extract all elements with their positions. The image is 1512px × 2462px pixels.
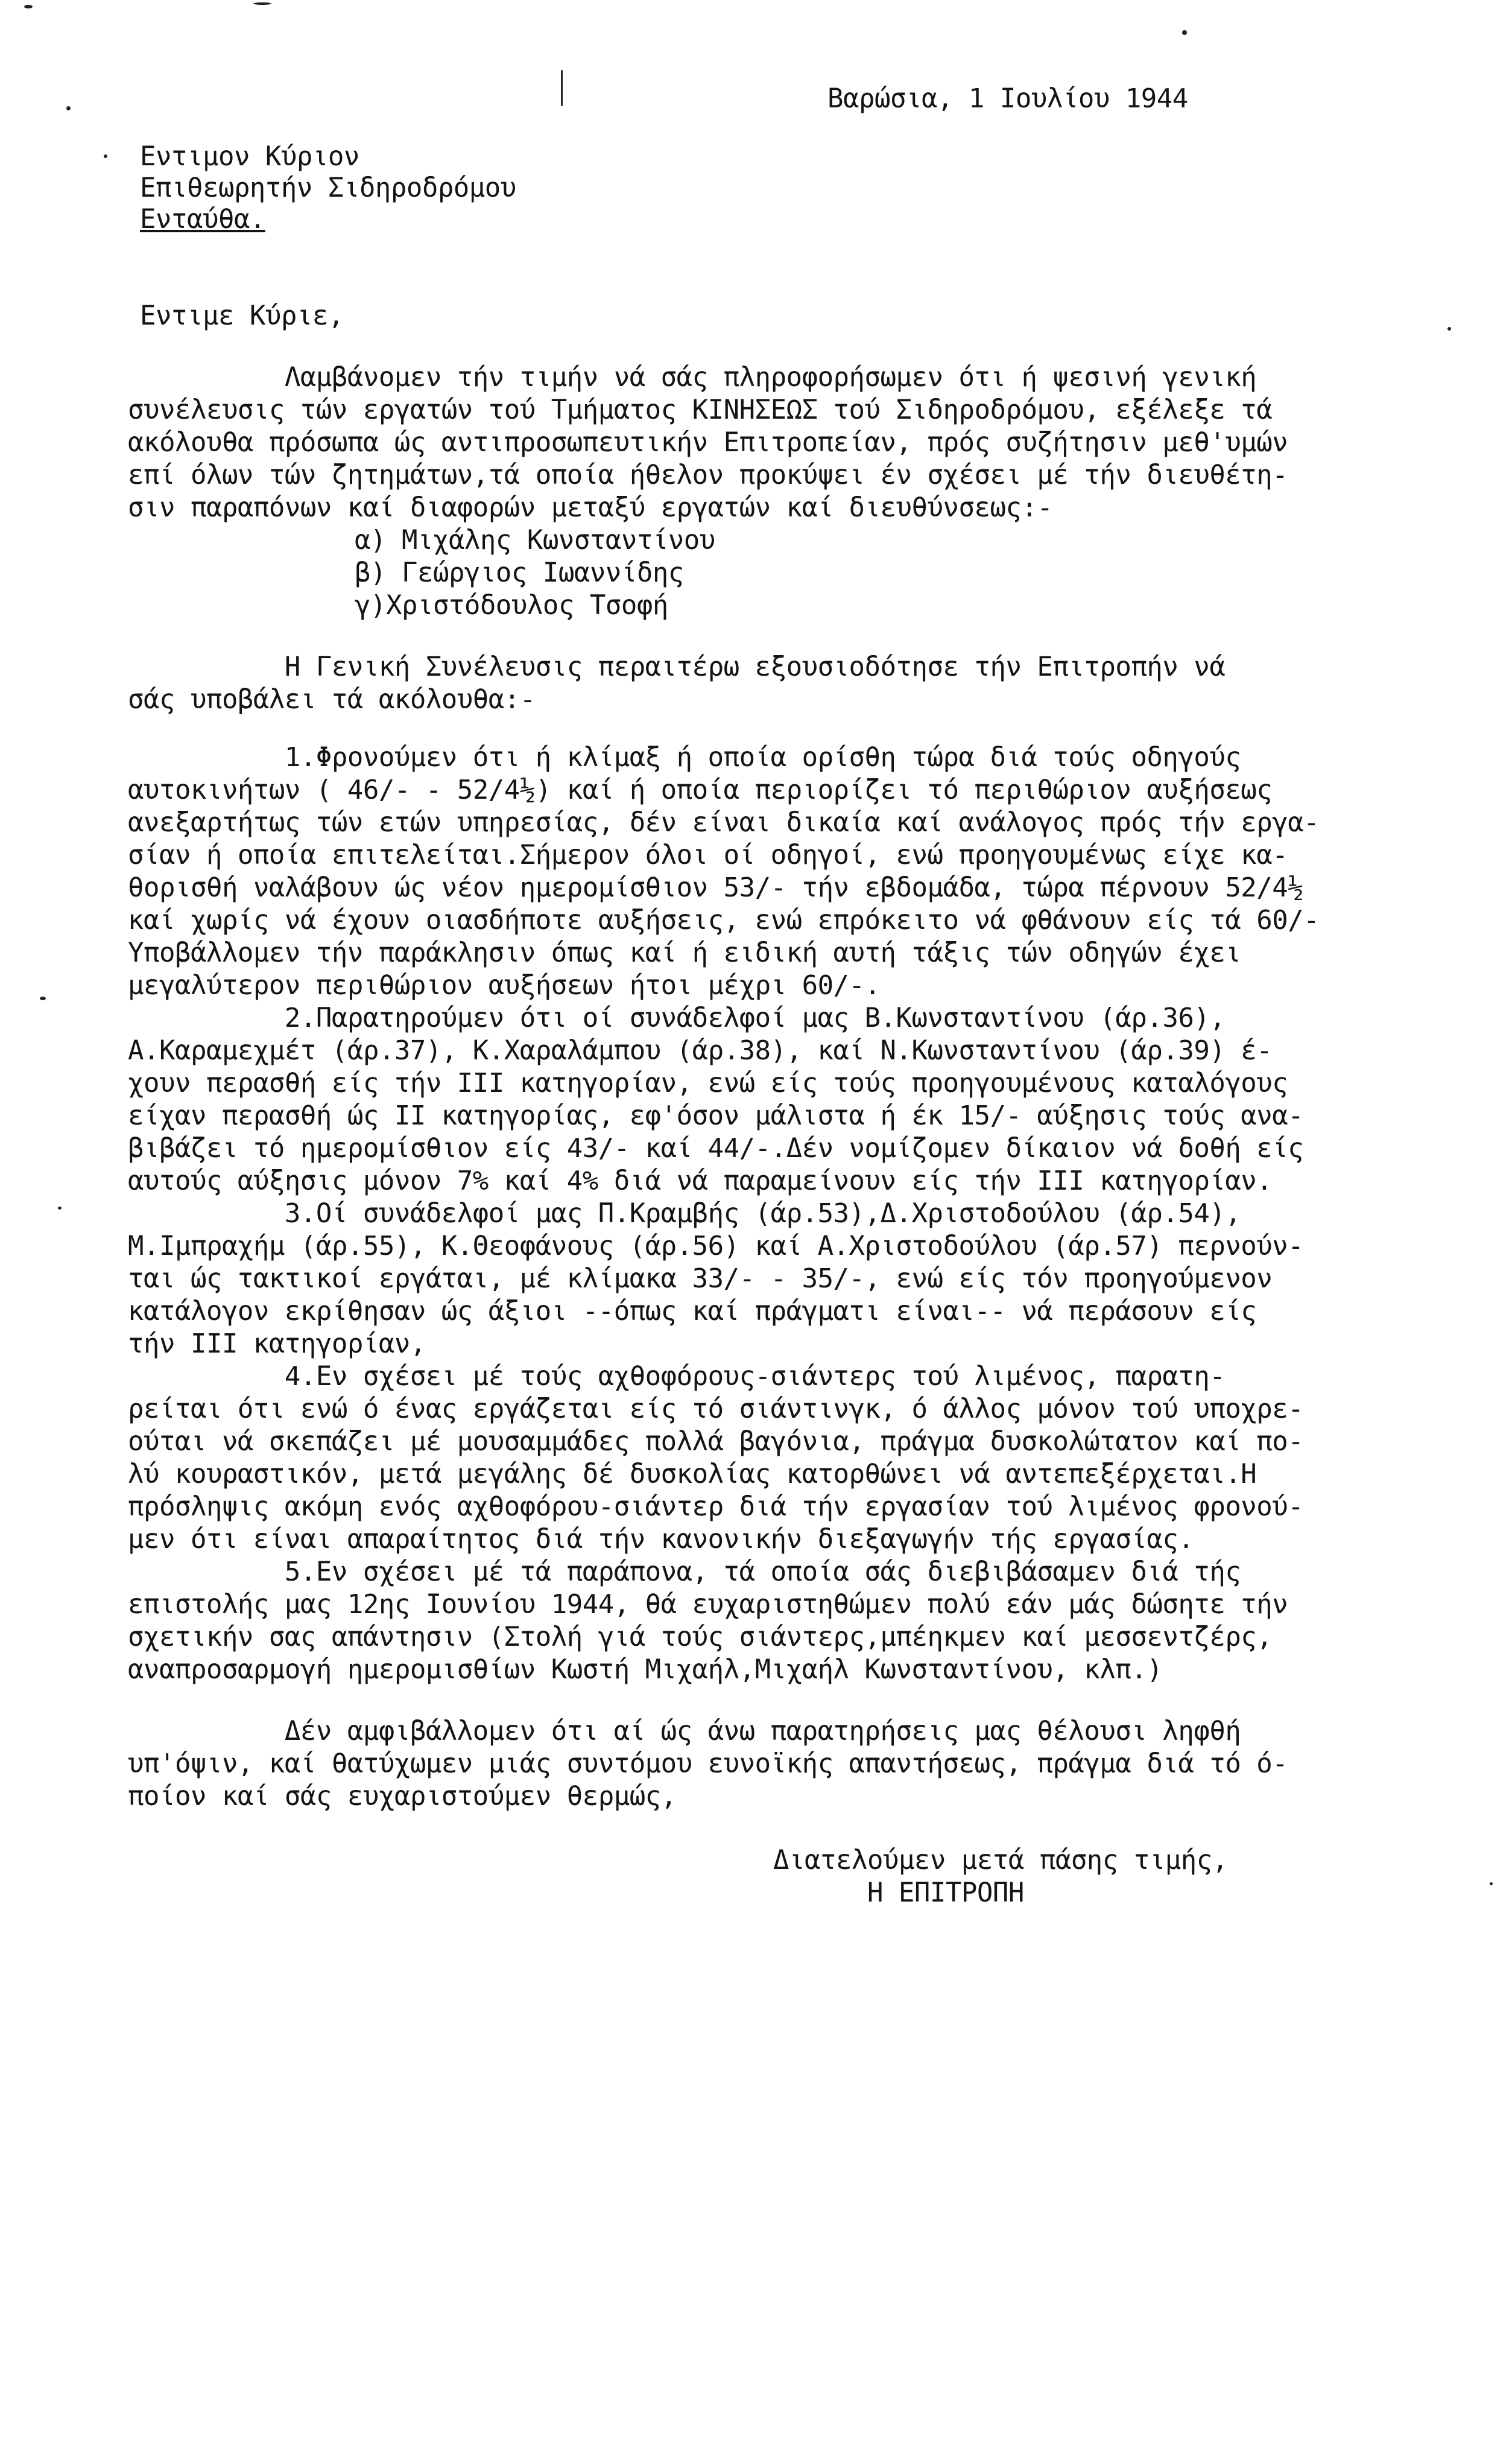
- body-line: 2.Παρατηρούμεν ότι οί συνάδελφοί μας Β.Κωνσταντίνου (άρ.36),: [128, 1003, 1226, 1033]
- body-line: πρόσληψις ακόμη ενός αχθοφόρου-σιάντερ διά τήν εργασίαν τού λιμένος φρονού-: [128, 1491, 1304, 1522]
- address-line: Ενταύθα.: [140, 204, 265, 235]
- body-line: σίαν ή οποία επιτελείται.Σήμερον όλοι οί οδηγοί, ενώ προηγουμένως είχε κα-: [128, 840, 1288, 871]
- body-line: λύ κουραστικόν, μετά μεγάλης δέ δυσκολίας κατορθώνει νά αντεπεξέρχεται.Η: [128, 1459, 1257, 1490]
- body-line: ρείται ότι ενώ ό ένας εργάζεται είς τό σιάντινγκ, ό άλλος μόνον τού υποχρε-: [128, 1394, 1304, 1424]
- member-item: γ)Χριστόδουλος Τσοφή: [355, 590, 668, 621]
- body-line: Δέν αμφιβάλλομεν ότι αί ώς άνω παρατηρήσεις μας θέλουσι ληφθή: [128, 1716, 1241, 1747]
- scan-speck: [40, 997, 46, 1000]
- scan-speck: [24, 5, 33, 8]
- body-line: χουν περασθή είς τήν III κατηγορίαν, ενώ είς τούς προηγουμένους καταλόγους: [128, 1068, 1288, 1099]
- body-line: ούται νά σκεπάζει μέ μουσαμμάδες πολλά βαγόνια, πράγμα δυσκολώτατον καί πο-: [128, 1426, 1304, 1457]
- letter-date: Βαρώσια, 1 Ιουλίου 1944: [827, 83, 1188, 114]
- body-line: σχετικήν σας απάντησιν (Στολή γιά τούς σιάντερς,μπέηκμεν καί μεσσεντζέρς,: [128, 1622, 1273, 1652]
- body-line: κατάλογον εκρίθησαν ώς άξιοι --όπως καί πράγματι είναι-- νά περάσουν είς: [128, 1296, 1257, 1327]
- body-line: είχαν περασθή ώς II κατηγορίας, εφ'όσον μάλιστα ή έκ 15/- αύξησις τούς ανα-: [128, 1100, 1304, 1131]
- body-line: μεν ότι είναι απαραίτητος διά τήν κανονικήν διεξαγωγήν τής εργασίας.: [128, 1524, 1194, 1555]
- body-line: Υποβάλλομεν τήν παράκλησιν όπως καί ή ειδική αυτή τάξις τών οδηγών έχει: [128, 938, 1241, 968]
- body-line: ται ώς τακτικοί εργάται, μέ κλίμακα 33/- - 35/-, ενώ είς τόν προηγούμενον: [128, 1263, 1273, 1294]
- signature: Η ΕΠΙΤΡΟΠΗ: [773, 1877, 1024, 1908]
- body-line: Η Γενική Συνέλευσις περαιτέρω εξουσιοδότησε τήν Επιτροπήν νά: [128, 652, 1226, 682]
- scan-speck: [104, 154, 107, 158]
- body-line: 5.Εν σχέσει μέ τά παράπονα, τά οποία σάς διεβιβάσαμεν διά τής: [128, 1556, 1241, 1587]
- body-line: αναπροσαρμογή ημερομισθίων Κωστή Μιχαήλ,Μιχαήλ Κωνσταντίνου, κλπ.): [128, 1654, 1163, 1685]
- scan-speck: [561, 70, 563, 106]
- body-line: αυτοκινήτων ( 46/- - 52/4½) καί ή οποία περιορίζει τό περιθώριον αυξήσεως: [128, 775, 1273, 805]
- scan-speck: [66, 106, 71, 110]
- body-line: ακόλουθα πρόσωπα ώς αντιπροσωπευτικήν Επιτροπείαν, πρός συζήτησιν μεθ'υμών: [128, 427, 1288, 458]
- address-line: Επιθεωρητήν Σιδηροδρόμου: [140, 173, 516, 203]
- body-line: επί όλων τών ζητημάτων,τά οποία ήθελον προκύψει έν σχέσει μέ τήν διευθέτη-: [128, 460, 1288, 490]
- body-line: σάς υποβάλει τά ακόλουθα:-: [128, 684, 536, 715]
- body-line: Α.Καραμεχμέτ (άρ.37), Κ.Χαραλάμπου (άρ.38), καί Ν.Κωνσταντίνου (άρ.39) έ-: [128, 1035, 1273, 1066]
- body-line: Λαμβάνομεν τήν τιμήν νά σάς πληροφορήσωμεν ότι ή ψεσινή γενική: [128, 362, 1257, 393]
- body-line: θορισθή ναλάβουν ώς νέον ημερομίσθιον 53/- τήν εβδομάδα, τώρα πέρνουν 52/4½: [128, 872, 1304, 903]
- body-line: βιβάζει τό ημερομίσθιον είς 43/- καί 44/-.Δέν νομίζομεν δίκαιον νά δοθή είς: [128, 1133, 1304, 1164]
- signoff: Διατελούμεν μετά πάσης τιμής,: [773, 1845, 1228, 1876]
- body-line: επιστολής μας 12ης Ιουνίου 1944, θά ευχαριστηθώμεν πολύ εάν μάς δώσητε τήν: [128, 1589, 1288, 1620]
- body-line: 4.Εν σχέσει μέ τούς αχθοφόρους-σιάντερς τού λιμένος, παρατη-: [128, 1361, 1226, 1392]
- scan-speck: [253, 2, 271, 5]
- body-line: καί χωρίς νά έχουν οιασδήποτε αυξήσεις, ενώ επρόκειτο νά φθάνουν είς τά 60/-: [128, 905, 1320, 936]
- body-line: τήν III κατηγορίαν,: [128, 1328, 426, 1359]
- body-line: υπ'όψιν, καί θατύχωμεν μιάς συντόμου ευνοϊκής απαντήσεως, πράγμα διά τό ό-: [128, 1748, 1288, 1779]
- body-line: ποίον καί σάς ευχαριστούμεν θερμώς,: [128, 1781, 677, 1812]
- scan-speck: [58, 1207, 62, 1210]
- member-item: β) Γεώργιος Ιωαννίδης: [355, 557, 684, 588]
- salutation: Εντιμε Κύριε,: [140, 300, 344, 331]
- body-line: ανεξαρτήτως τών ετών υπηρεσίας, δέν είναι δικαία καί ανάλογος πρός τήν εργα-: [128, 807, 1320, 838]
- scan-speck: [1182, 30, 1187, 35]
- body-line: αυτούς αύξησις μόνον 7% καί 4% διά νά παραμείνουν είς τήν III κατηγορίαν.: [128, 1166, 1273, 1196]
- body-line: 1.Φρονούμεν ότι ή κλίμαξ ή οποία ορίσθη τώρα διά τούς οδηγούς: [128, 742, 1241, 773]
- scan-speck: [1447, 327, 1451, 331]
- scan-speck: [1490, 1882, 1493, 1885]
- body-line: Μ.Ιμπραχήμ (άρ.55), Κ.Θεοφάνους (άρ.56) καί Α.Χριστοδούλου (άρ.57) περνούν-: [128, 1231, 1304, 1261]
- body-line: συνέλευσις τών εργατών τού Τμήματος ΚΙΝΗΣΕΩΣ τού Σιδηροδρόμου, εξέλεξε τά: [128, 395, 1273, 425]
- body-line: 3.Οί συνάδελφοί μας Π.Κραμβής (άρ.53),Δ.Χριστοδούλου (άρ.54),: [128, 1198, 1241, 1229]
- address-line: Εντιμον Κύριον: [140, 141, 359, 172]
- member-item: α) Μιχάλης Κωνσταντίνου: [355, 525, 715, 556]
- body-line: μεγαλύτερον περιθώριον αυξήσεων ήτοι μέχρι 60/-.: [128, 970, 881, 1001]
- body-line: σιν παραπόνων καί διαφορών μεταξύ εργατών καί διευθύνσεως:-: [128, 492, 1053, 523]
